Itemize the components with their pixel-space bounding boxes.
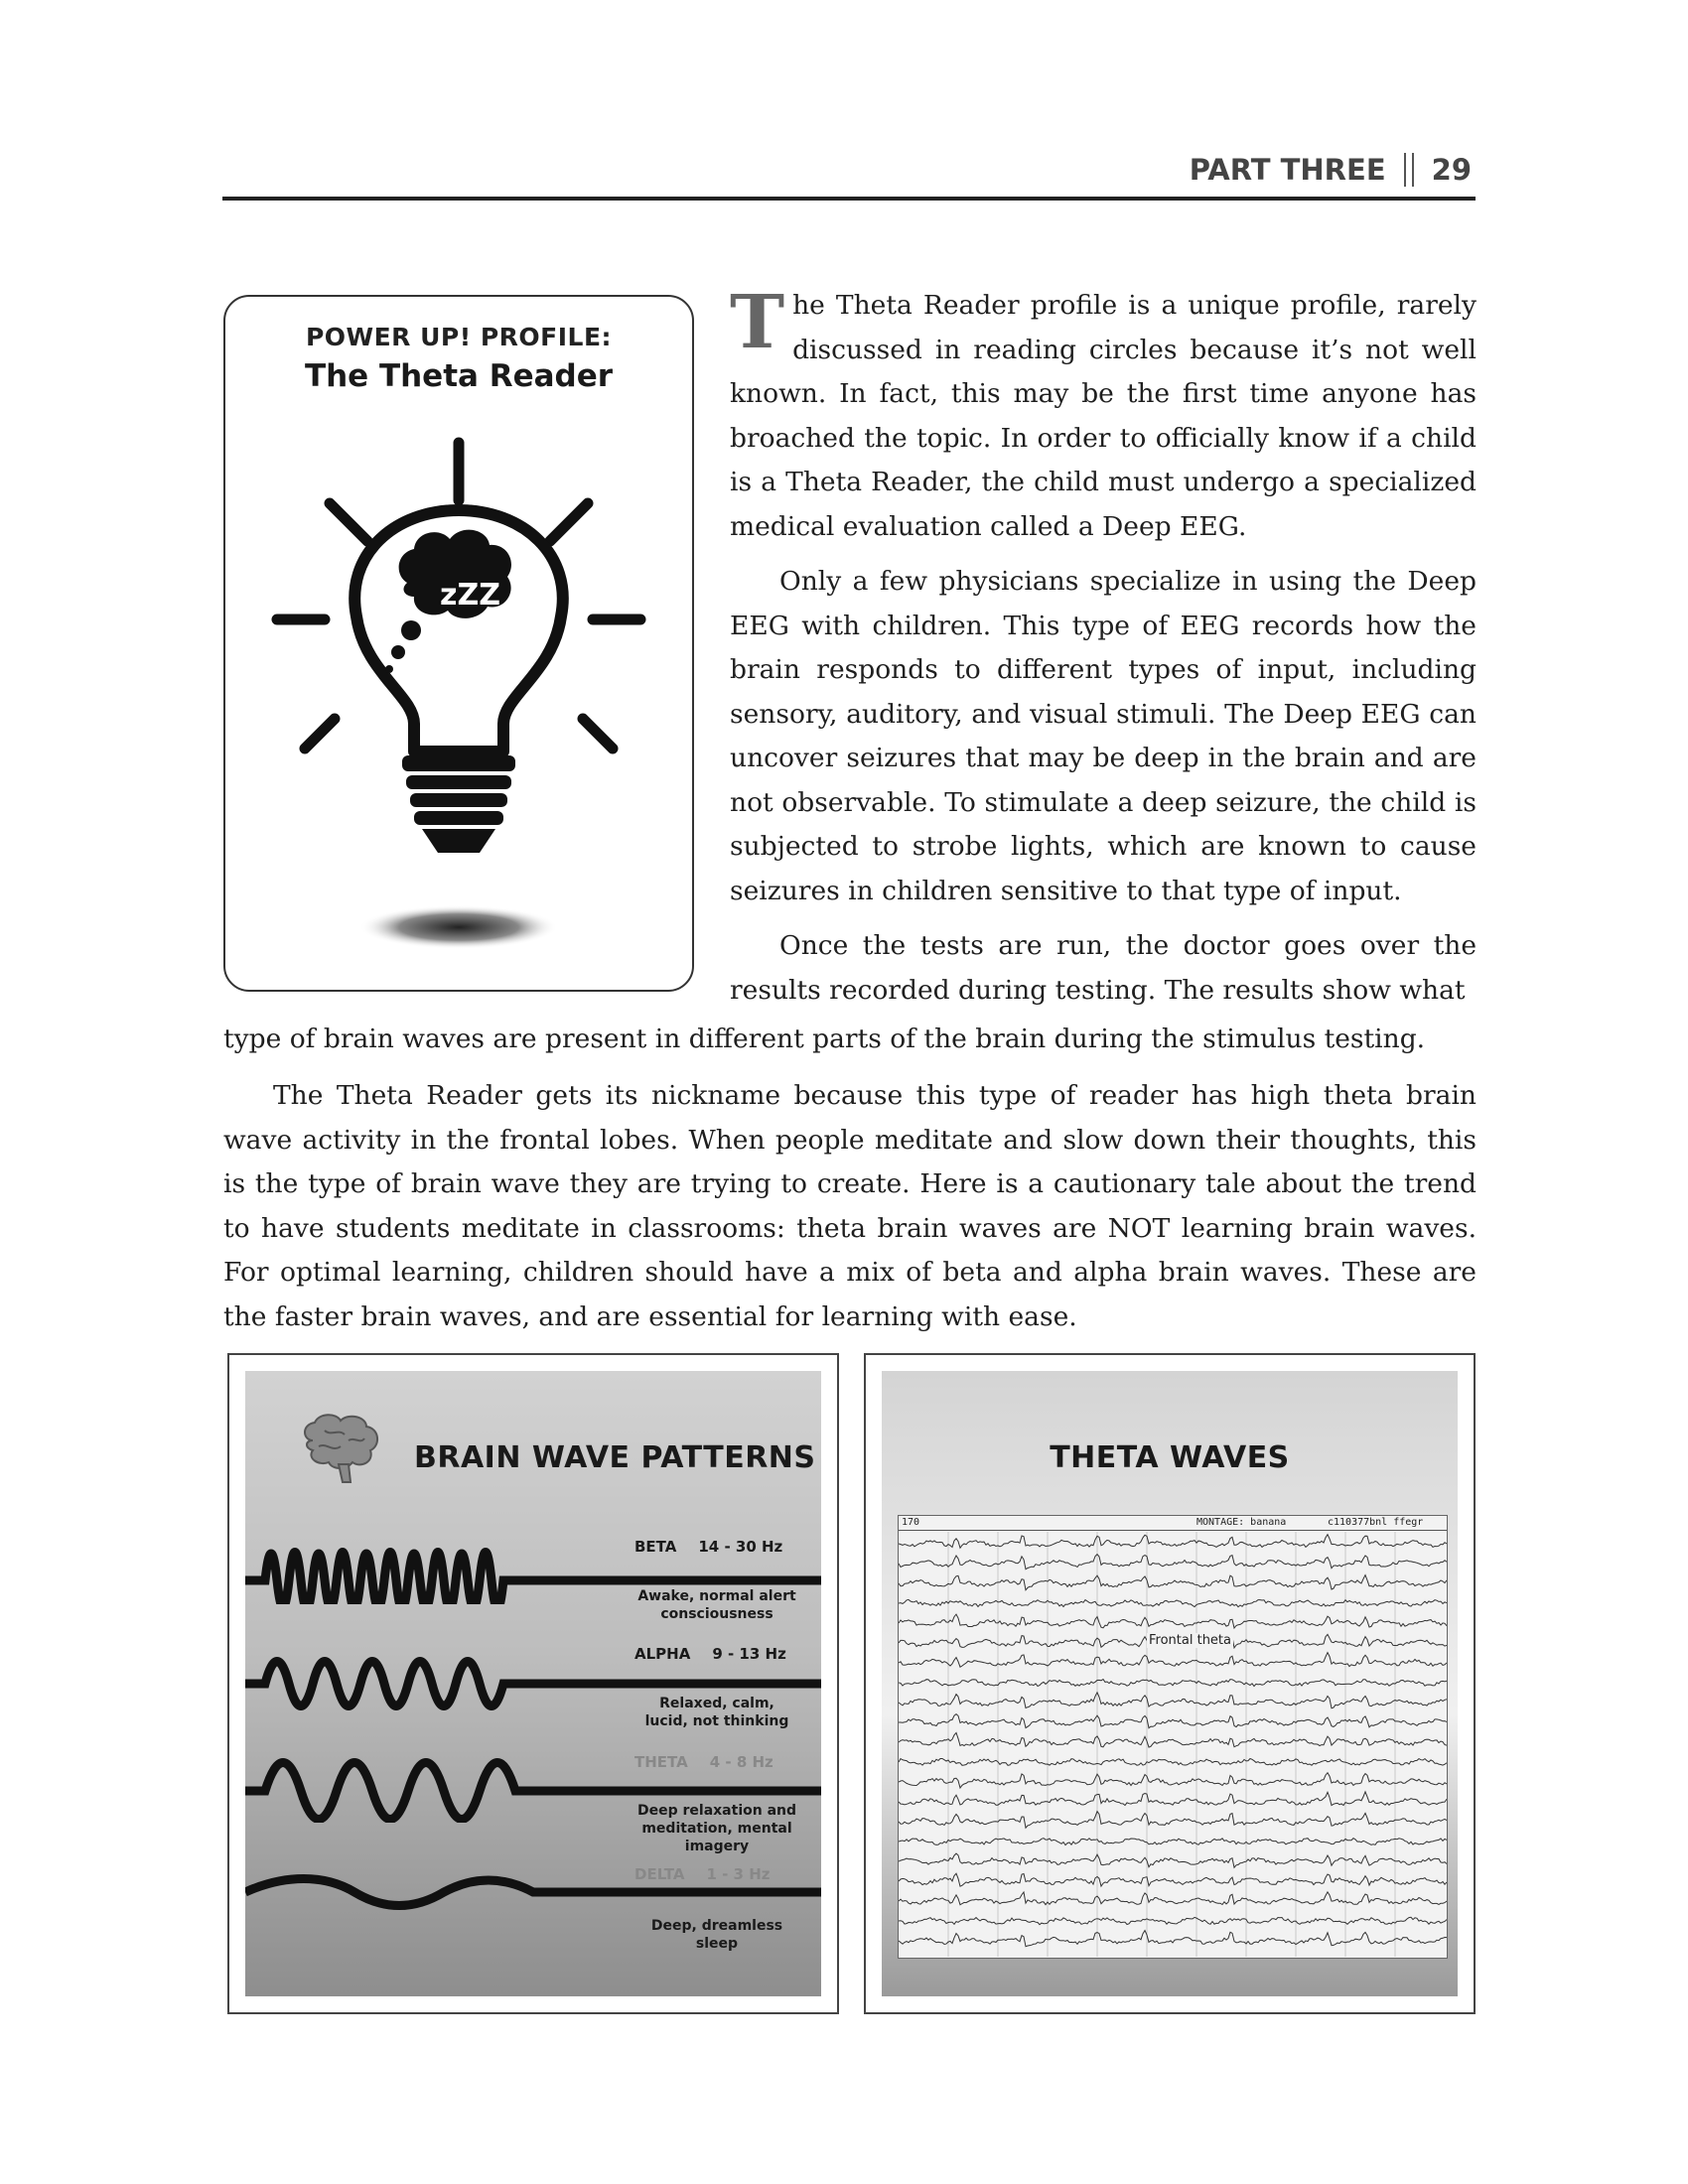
beta-description: Awake, normal alert consciousness <box>637 1588 796 1622</box>
theta-range: 4 - 8 Hz <box>709 1753 774 1771</box>
profile-kicker: POWER UP! PROFILE: <box>305 323 613 351</box>
eeg-channel-trace <box>899 1792 1447 1806</box>
eeg-channel-trace <box>899 1653 1447 1668</box>
eeg-channel-trace <box>899 1873 1447 1886</box>
brain-wave-panel <box>245 1371 821 1996</box>
eeg-channel-trace <box>899 1693 1447 1708</box>
theta-description: Deep relaxation and meditation, mental imagery <box>637 1803 797 1854</box>
eeg-channel-trace <box>899 1535 1447 1549</box>
delta-label <box>634 1865 771 1883</box>
frontal-theta-annotation: Frontal theta <box>1149 1633 1231 1648</box>
eeg-file-label: c110377bnl ffegr <box>1328 1517 1424 1528</box>
alpha-range: 9 - 13 Hz <box>712 1645 786 1663</box>
eeg-montage: MONTAGE: banana <box>1196 1517 1287 1528</box>
theta-waves-title: THETA WAVES <box>1050 1440 1290 1475</box>
section-label: PART THREE <box>1189 153 1386 187</box>
paragraph-theta-reader: The Theta Reader gets its nickname because this type of reader has high theta brain wave activity in the frontal lobes. When people meditate and slow down their thoughts, this is the type of brain wave they are trying to create. Here is a cautionary tale about the trend to have students meditate in classrooms: theta brain waves are NOT learning brain waves. For optimal learning, children should have a mix of beta and alpha brain waves. These are the faster brain waves, and are essential for learning with ease. <box>223 1080 1477 1332</box>
figure-brain-wave-patterns <box>227 1353 839 2014</box>
bubble-zzz-text: zZZ <box>440 578 500 613</box>
eeg-channel-trace <box>899 1759 1447 1766</box>
paragraph-results-continued-text: type of brain waves are present in different parts of the brain during the stimulus testing. <box>223 1024 1426 1054</box>
eeg-channel-trace <box>899 1575 1447 1590</box>
eeg-channel-trace <box>899 1599 1447 1606</box>
body-column-right <box>730 280 1477 1024</box>
lightbulb-zzz-icon <box>245 436 672 962</box>
brain-wave-title: BRAIN WAVE PATTERNS <box>414 1440 816 1475</box>
paragraph-intro-text: he Theta Reader profile is a unique profile, rarely discussed in reading circles because it’s not well known. In fact, this may be the first time anyone has broached the topic. In order to officially know if a child is a Theta Reader, the child must undergo a specialized medical evaluation called a Deep EEG. <box>730 290 1477 542</box>
running-header <box>222 149 1476 201</box>
eeg-channel-trace <box>899 1733 1447 1748</box>
beta-name: BETA <box>634 1538 677 1556</box>
eeg-channel-trace <box>899 1614 1447 1628</box>
delta-range: 1 - 3 Hz <box>706 1865 771 1883</box>
theta-label <box>634 1753 774 1771</box>
profile-card <box>223 295 694 992</box>
eeg-left-label: 170 <box>902 1517 920 1528</box>
delta-name: DELTA <box>634 1865 685 1883</box>
drop-cap: T <box>730 280 785 365</box>
eeg-channel-trace <box>899 1892 1447 1905</box>
alpha-name: ALPHA <box>634 1645 691 1663</box>
paragraph-deep-eeg: Only a few physicians specialize in using the Deep EEG with children. This type of EEG records how the brain responds to different types of input, including sensory, auditory, and visual stimuli. The Deep EEG can uncover seizures that may be deep in the brain and are not observable. To stimulate a deep seizure, the child is subjected to strobe lights, which are known to cause seizures in children sensitive to that type of input. <box>730 566 1477 906</box>
eeg-channel-trace <box>899 1680 1447 1687</box>
paragraph-results: Once the tests are run, the doctor goes over the results recorded during testing. The results show what <box>730 930 1477 1006</box>
eeg-channel-trace <box>899 1555 1447 1570</box>
eeg-channel-trace <box>899 1839 1447 1845</box>
eeg-channel-trace <box>899 1931 1447 1947</box>
eeg-toolbar <box>899 1516 1447 1531</box>
beta-range: 14 - 30 Hz <box>698 1538 783 1556</box>
eeg-channel-trace <box>899 1714 1447 1728</box>
profile-title: The Theta Reader <box>304 358 614 394</box>
header-right <box>1190 153 1472 187</box>
theta-name: THETA <box>634 1753 688 1771</box>
page-number: 29 <box>1431 153 1472 187</box>
alpha-label <box>634 1645 786 1663</box>
paragraph-intro <box>730 280 1477 549</box>
eeg-trace-panel <box>898 1515 1448 1959</box>
brain-icon <box>295 1411 384 1490</box>
eeg-traces <box>899 1532 1447 1957</box>
beta-label <box>634 1538 782 1556</box>
eeg-channel-trace <box>899 1853 1447 1867</box>
eeg-channel-trace <box>899 1812 1447 1829</box>
alpha-description: Relaxed, calm, lucid, not thinking <box>644 1696 789 1729</box>
eeg-channel-trace <box>899 1917 1447 1924</box>
delta-description: Deep, dreamless sleep <box>650 1918 783 1952</box>
figure-theta-waves <box>864 1353 1476 2014</box>
eeg-channel-trace <box>899 1773 1447 1788</box>
paragraph-results-continued <box>223 1018 1477 1062</box>
header-separator <box>1404 153 1414 187</box>
theta-wave-panel <box>882 1371 1458 1996</box>
